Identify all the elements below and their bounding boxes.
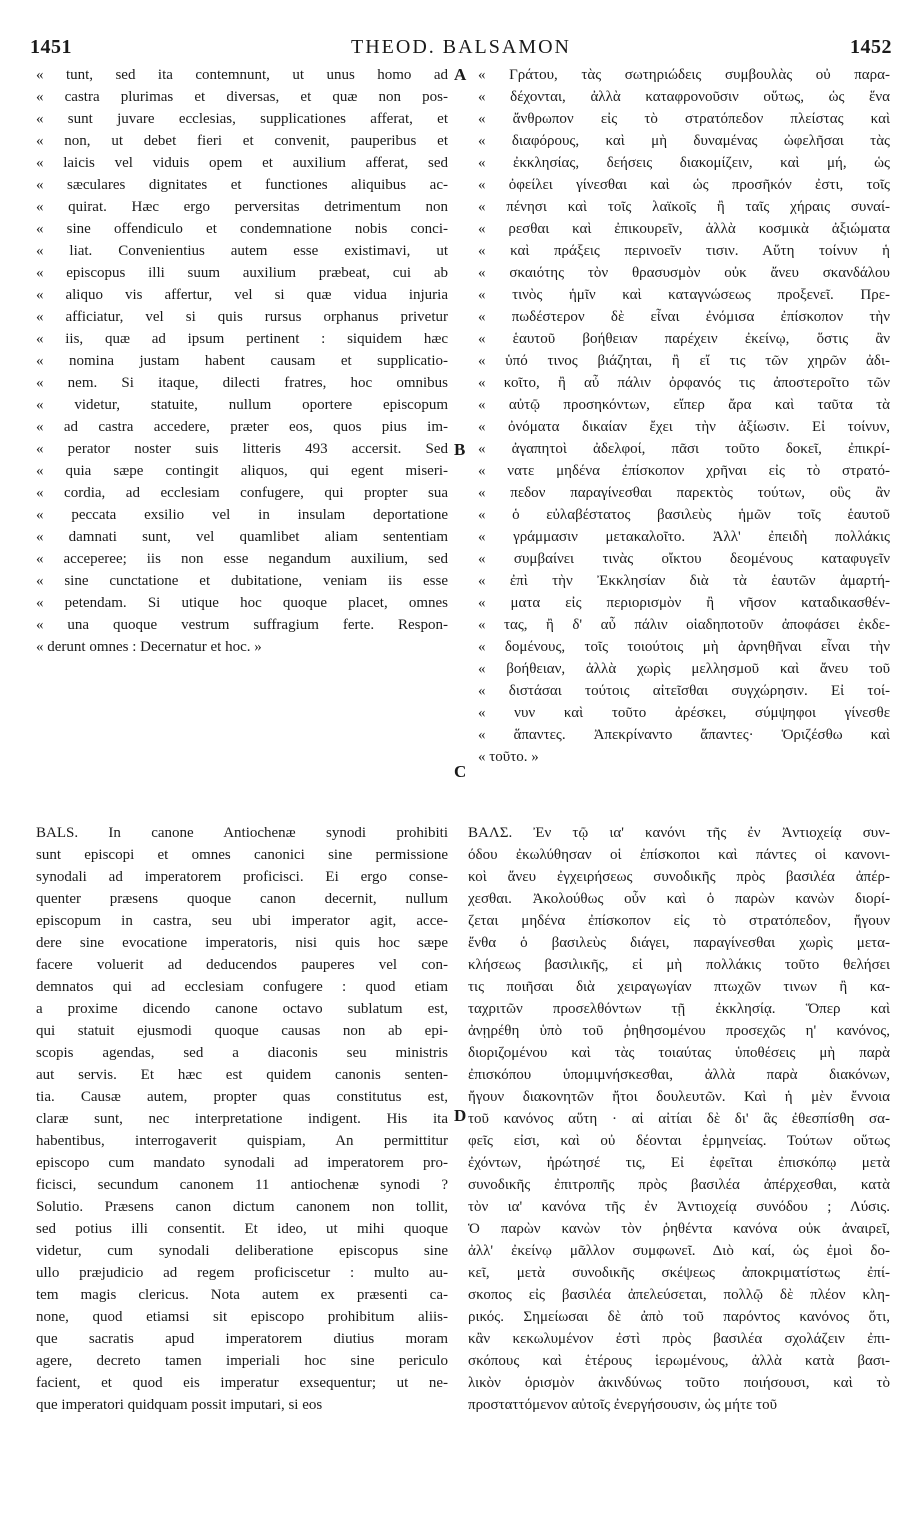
greek-commentary-line: διοριζομένου καὶ τὰς τοιαύτας ὑποθέσεις μὴ παρὰ	[468, 1045, 890, 1061]
greek-commentary-line: τοῦ κανόνος αὕτη · αἱ αἰτίαι δὲ δι' ἃς ἐθεσπίσθη σα-	[468, 1111, 890, 1127]
latin-canon-line: « videtur, statuite, nullum oportere episcopum	[36, 397, 448, 413]
greek-canon-line: « κοῖτο, ἢ αὖ πάλιν ὀρφανός τις ἀποστεροῖτο τῶν	[478, 375, 890, 391]
latin-canon-line: « non, ut debet fieri et convenit, pauperibus et	[36, 133, 448, 149]
greek-canon-line: « αὐτῷ προσηκόντων, εἴπερ ἄρα καὶ ταῦτα τὰ	[478, 397, 890, 413]
greek-commentary-text	[468, 822, 890, 1416]
latin-commentary-line: videtur, cum synodali deliberatione episcopus sine	[36, 1243, 448, 1259]
latin-canon-line: « laicis vel viduis opem et auxilium afferat, sed	[36, 155, 448, 171]
latin-commentary-line: BALS. In canone Antiochenæ synodi prohibiti	[36, 825, 448, 841]
greek-canon-line: « καὶ πράξεις περινοεῖν τισιν. Αὕτη τοίνυν ἡ	[478, 243, 890, 259]
latin-canon-line: « afficiatur, vel si quis rursus orphanus privetur	[36, 309, 448, 325]
latin-canon-text	[36, 64, 448, 658]
latin-canon-line: « una quoque vestrum suffragium ferte. Respon-	[36, 617, 448, 633]
latin-canon-line: « sæculares dignitates et functiones aliquibus ac-	[36, 177, 448, 193]
greek-canon-line: « διστάσαι τούτοις αἰτεῖσθαι συγχώρησιν. Εἰ τοί-	[478, 683, 890, 699]
greek-canon-line: « σκαιότης τὸν θρασυσμὸν οὐκ ἄνευ σκανδάλου	[478, 265, 890, 281]
greek-commentary-line: ἀνῃρέθη ὑπὸ τοῦ ῥηθησομένου προσεχῶς η' κανόνος,	[468, 1023, 890, 1039]
latin-canon-line: « aliquo vis affertur, vel si quæ vidua injuria	[36, 287, 448, 303]
greek-commentary-line: κἂν κεκωλυμένον ἐστὶ πρὸς βασιλέα σχολάζειν ἐπι-	[468, 1331, 890, 1347]
greek-commentary-line: ἐχόντων, ἠρώτησέ τις, Εἰ ἐφεῖται ἐπισκόπῳ μετὰ	[468, 1155, 890, 1171]
greek-canon-line: « πωδέστερον δὲ εἶναι ἐνόμισα ἐπίσκοπον τὴν	[478, 309, 890, 325]
latin-commentary-line: agere, decreto tamen imperiali hoc sine periculo	[36, 1353, 448, 1369]
greek-commentary-line: τις ποιῆσαι διὰ χειραγωγίαν πτωχῶν τινων ἢ κα-	[468, 979, 890, 995]
latin-commentary-line: none, quod etiamsi sit episcopo prohibitum aliis-	[36, 1309, 448, 1325]
latin-commentary-line: dere sine evocatione imperatoris, nisi quis hoc sæpe	[36, 935, 448, 951]
greek-commentary-line: ἀλλ' ἐκείνῳ μᾶλλον συμφωνεῖ. Διὸ καί, ὡς ἐμοὶ δο-	[468, 1243, 890, 1259]
greek-canon-line: « δέχονται, ἀλλὰ καταφρονοῦσιν οὕτως, ὡς ἕνα	[478, 89, 890, 105]
greek-commentary-line: λικὸν ὁρισμὸν ἀκινδύνως τοῦτο ποιήσουσι, καὶ τὸ	[468, 1375, 890, 1391]
latin-commentary-line: aut servis. Et hæc est quidem canonis senten-	[36, 1067, 448, 1083]
latin-commentary-line: scopis agendas, sed a diaconis seu ministris	[36, 1045, 448, 1061]
greek-canon-line: « ἐκκλησίας, δεήσεις διακομίζειν, καὶ μή, ὡς	[478, 155, 890, 171]
greek-commentary-line: χεσθαι. Ἀκολούθως οὖν καὶ ὁ παρὼν κανὼν διορί-	[468, 891, 890, 907]
latin-canon-line: « tunt, sed ita contemnunt, ut unus homo ad	[36, 67, 448, 83]
latin-canon-line: « sine cunctatione et dubitatione, veniam iis esse	[36, 573, 448, 589]
latin-commentary-line: Solutio. Præsens canon dictum canonem non tollit,	[36, 1199, 448, 1215]
greek-canon-text	[478, 64, 890, 768]
latin-commentary-line: claræ sunt, nec interpretatione indigent. His ita	[36, 1111, 448, 1127]
greek-commentary-line: ἤγουν διακονητῶν ἤτοι δουλευτῶν. Καὶ ἡ μὲν ἔννοια	[468, 1089, 890, 1105]
latin-canon-line: « perator noster suis litteris 493 accersit. Sed	[36, 441, 448, 457]
column-marker-d: D	[454, 1106, 467, 1125]
greek-canon-line: « γράμμασιν μετακαλοῖτο. Ἀλλ' ἐπειδὴ πολλάκις	[478, 529, 890, 545]
latin-canon-line: « nem. Si itaque, dilecti fratres, hoc omnibus	[36, 375, 448, 391]
latin-canon-line: « sine offendiculo et condemnatione nobis conci-	[36, 221, 448, 237]
latin-canon-line: « quia sæpe contingit aliquos, qui egent miseri-	[36, 463, 448, 479]
latin-canon-line: « sunt juvare ecclesias, supplicationes afferat, et	[36, 111, 448, 127]
latin-commentary-line: episcopum in castra, seu ubi imperator agit, acce-	[36, 913, 448, 929]
greek-commentary-line: ταχριτῶν προσελθόντων τῇ ἐκκλησίᾳ. Ὅπερ καὶ	[468, 1001, 890, 1017]
latin-canon-line: « damnati sunt, vel quamlibet aliam sententiam	[36, 529, 448, 545]
latin-commentary-line: a proxime dicendo canone octavo sublatum est,	[36, 1001, 448, 1017]
greek-commentary-line: σκοπος εἰς βασιλέα ἀπελεύσεται, πολλῷ δὲ πλέον κλη-	[468, 1287, 890, 1303]
greek-canon-line: « συμβαίνει τινὰς οἴκτου δεομένους καταφυγεῖν	[478, 551, 890, 567]
greek-canon-line: « ἅπαντες. Ἀπεκρίναντο ἅπαντες· Ὁριζέσθω καὶ	[478, 727, 890, 743]
greek-canon-line: « διαφόρους, καὶ μὴ δυναμένας ὠφελῆσαι τὰς	[478, 133, 890, 149]
greek-commentary-line: όδου ἐκωλύθησαν οἱ ἐπίσκοποι καὶ πάντες οἱ κανονι-	[468, 847, 890, 863]
latin-commentary-line: qui statuit ejusmodi quoque causas non ab epi-	[36, 1023, 448, 1039]
greek-commentary-line: φεῖς εἰσι, καὶ οὐ δέονται ἑρμηνείας. Τούτων οὕτως	[468, 1133, 890, 1149]
latin-commentary-line: que imperatori quidquam possit imputari, si eos	[36, 1397, 323, 1413]
page-number-left: 1451	[30, 36, 72, 58]
greek-canon-line: « νατε μηδένα ἐπίσκοπον χρῆναι εἰς τὸ στρατό-	[478, 463, 890, 479]
greek-canon-line: « πεδον παραγίνεσθαι παρεκτὸς τούτων, οὓς ἂν	[478, 485, 890, 501]
greek-commentary-line: κοὶ ἄνευ ἐγχειρήσεως συνοδικῆς πρὸς βασιλέα ἀπέρ-	[468, 869, 890, 885]
latin-commentary-line: ficisci, secundum canonem 11 antiochenæ synodi ?	[36, 1177, 448, 1193]
greek-canon-line: « ὀνόματα δικαίαν ἔχει τὴν ἀξίωσιν. Εἰ τοίνυν,	[478, 419, 890, 435]
latin-commentary-line: episcopo cum mandato synodali ad imperatorem pro-	[36, 1155, 448, 1171]
greek-commentary-line: ἔνθα ὁ βασιλεὺς διάγει, παραγίνεσθαι χωρὶς μετα-	[468, 935, 890, 951]
greek-commentary-line: τὸν ια' κανόνα τῆς ἐν Ἀντιοχείᾳ συνόδου ; Λύσις.	[468, 1199, 890, 1215]
latin-commentary-line: que sacratis apud imperatorem diutius moram	[36, 1331, 448, 1347]
greek-canon-line: « Γράτου, τὰς σωτηριώδεις συμβουλὰς οὐ παρα-	[478, 67, 890, 83]
latin-canon-line: « petendam. Si utique hoc quoque placet, omnes	[36, 595, 448, 611]
greek-commentary-line: προσταττόμενον αὐτοῖς ἐνεργήσουσιν, ὡς μήτε τοῦ	[468, 1397, 778, 1413]
greek-canon-line: « πένησι καὶ τοῖς λαϊκοῖς ἢ ταῖς χήραις συναί-	[478, 199, 890, 215]
greek-canon-line: « ὁ εὐλαβέστατος βασιλεὺς ἡμῶν τοῖς ἑαυτοῦ	[478, 507, 890, 523]
greek-commentary-line: ἐπισκόπου ὑπομιμνήσκεσθαι, ἀλλὰ παρὰ διακόνων,	[468, 1067, 890, 1083]
running-title: THEOD. BALSAMON	[351, 36, 571, 58]
latin-commentary-line: sunt episcopi et omnes canonici sine permissione	[36, 847, 448, 863]
latin-commentary-line: tia. Causæ autem, propter quas constitutus est,	[36, 1089, 448, 1105]
greek-canon-line: « ἀγαπητοὶ ἀδελφοί, πᾶσι τοῦτο δοκεῖ, ἐπικρί-	[478, 441, 890, 457]
greek-commentary-line: σκόπους καὶ ἑτέρους ἱερωμένους, ἀλλὰ κατὰ βασι-	[468, 1353, 890, 1369]
latin-commentary-line: demnatos qui ad ecclesiam confugere : quod etiam	[36, 979, 448, 995]
greek-canon-line: « τας, ἢ δ' αὖ πάλιν οἱαδηποτοῦν ἀποφάσει ἐκδε-	[478, 617, 890, 633]
latin-canon-line: « derunt omnes : Decernatur et hoc. »	[36, 639, 262, 655]
latin-commentary-line: quenter præsens quoque canon decernit, nullum	[36, 891, 448, 907]
latin-commentary-line: synodali ad imperatorem proficisci. Ei ergo conse-	[36, 869, 448, 885]
latin-canon-line: « acceperee; iis non esse negandum auxilium, sed	[36, 551, 448, 567]
latin-commentary-line: facient, et quod eis imperatur exsequentur; ut ne-	[36, 1375, 448, 1391]
latin-commentary-line: habentibus, interrogaverit quispiam, An permittitur	[36, 1133, 448, 1149]
greek-commentary-line: κεῖ, μετὰ συνοδικῆς σκέψεως ἀποκριματίστως ἐπί-	[468, 1265, 890, 1281]
greek-commentary-line: ρικός. Σημείωσαι δὲ ἀπὸ τοῦ παρόντος κανόνος ὅτι,	[468, 1309, 890, 1325]
greek-canon-line: « ὀφείλει γίνεσθαι καὶ ὡς προσῆκόν ἐστι, τοῖς	[478, 177, 890, 193]
latin-commentary-line: tem magis clericus. Nota autem ex præsenti ca-	[36, 1287, 448, 1303]
latin-canon-line: « castra plurimas et diversas, et quæ non pos-	[36, 89, 448, 105]
page-header	[30, 36, 892, 62]
column-marker-a: A	[454, 65, 467, 84]
latin-canon-line: « peccata exsilio vel in insulam deportatione	[36, 507, 448, 523]
latin-canon-line: « cordia, ad ecclesiam confugere, qui propter sua	[36, 485, 448, 501]
greek-canon-line: « τοῦτο. »	[478, 749, 539, 765]
greek-canon-line: « ρεσθαι καὶ ἐπικουρεῖν, ἀλλὰ κοσμικὰ ἀξιώματα	[478, 221, 890, 237]
latin-canon-line: « iis, quæ ad ipsum pertinent : siquidem hæc	[36, 331, 448, 347]
greek-canon-line: « ἄνθρωπον εἰς τὸ στρατόπεδον πλείστας καὶ	[478, 111, 890, 127]
greek-commentary-line: ΒΑΛΣ. Ἐν τῷ ια' κανόνι τῆς ἐν Ἀντιοχείᾳ συν-	[468, 825, 890, 841]
page-number-right: 1452	[850, 36, 892, 58]
latin-canon-line: « nomina justam habent causam et supplicatio-	[36, 353, 448, 369]
greek-canon-line: « ἑαυτοῦ βοήθειαν παρέχειν ἐκείνῳ, ὅστις ἂν	[478, 331, 890, 347]
latin-commentary-line: sed potius illi consentit. Et ideo, ut mihi quoque	[36, 1221, 448, 1237]
latin-commentary-text	[36, 822, 448, 1416]
greek-canon-line: « νυν καὶ τοῦτο ἀρέσκει, σύμψηφοι γίνεσθε	[478, 705, 890, 721]
latin-commentary-line: ullo præjudicio ad regem proficiscetur : multo au-	[36, 1265, 448, 1281]
greek-commentary-line: κλήσεως βασιλικῆς, εἰ μὴ πολλάκις τοῦτο θελήσει	[468, 957, 890, 973]
latin-canon-line: « ad castra accedere, præter eos, quos pius im-	[36, 419, 448, 435]
greek-canon-line: « ὑπό τινος βιάζηται, ἢ εἴ τις τῶν χηρῶν ἀδι-	[478, 353, 890, 369]
greek-commentary-line: ζεται μηδένα ἐπίσκοπον εἰς τὸ στρατόπεδον, ἤγουν	[468, 913, 890, 929]
greek-canon-line: « ἐπὶ τὴν Ἐκκλησίαν διὰ τὰ ἑαυτῶν ἁμαρτή-	[478, 573, 890, 589]
column-marker-b: B	[454, 440, 466, 459]
greek-canon-line: « τινὸς ἡμῖν καὶ καταγνώσεως προξενεῖ. Πρε-	[478, 287, 890, 303]
greek-canon-line: « δομένους, τοῖς τοιούτοις μὴ ἀρνηθῆναι εἶναι τὴν	[478, 639, 890, 655]
greek-commentary-line: συνοδικῆς ἐπιτροπῆς πρὸς βασιλέα ἀπέρχεσθαι, κατὰ	[468, 1177, 890, 1193]
greek-canon-line: « ματα εἰς περιορισμὸν ἢ νῆσον καταδικασθέν-	[478, 595, 890, 611]
latin-canon-line: « quirat. Hæc ergo perversitas detrimentum non	[36, 199, 448, 215]
column-marker-c: C	[454, 762, 467, 781]
latin-canon-line: « episcopus illi suum auxilium præbeat, cui ab	[36, 265, 448, 281]
greek-canon-line: « βοήθειαν, ἀλλὰ χωρὶς μελλησμοῦ καὶ ἄνευ τοῦ	[478, 661, 890, 677]
greek-commentary-line: Ὁ παρὼν κανὼν τὸν ῥηθέντα κανόνα οὐκ ἀναιρεῖ,	[468, 1221, 890, 1237]
latin-canon-line: « liat. Convenientius autem esse existimavi, ut	[36, 243, 448, 259]
latin-commentary-line: facere voluerit ad deducendos pauperes vel con-	[36, 957, 448, 973]
